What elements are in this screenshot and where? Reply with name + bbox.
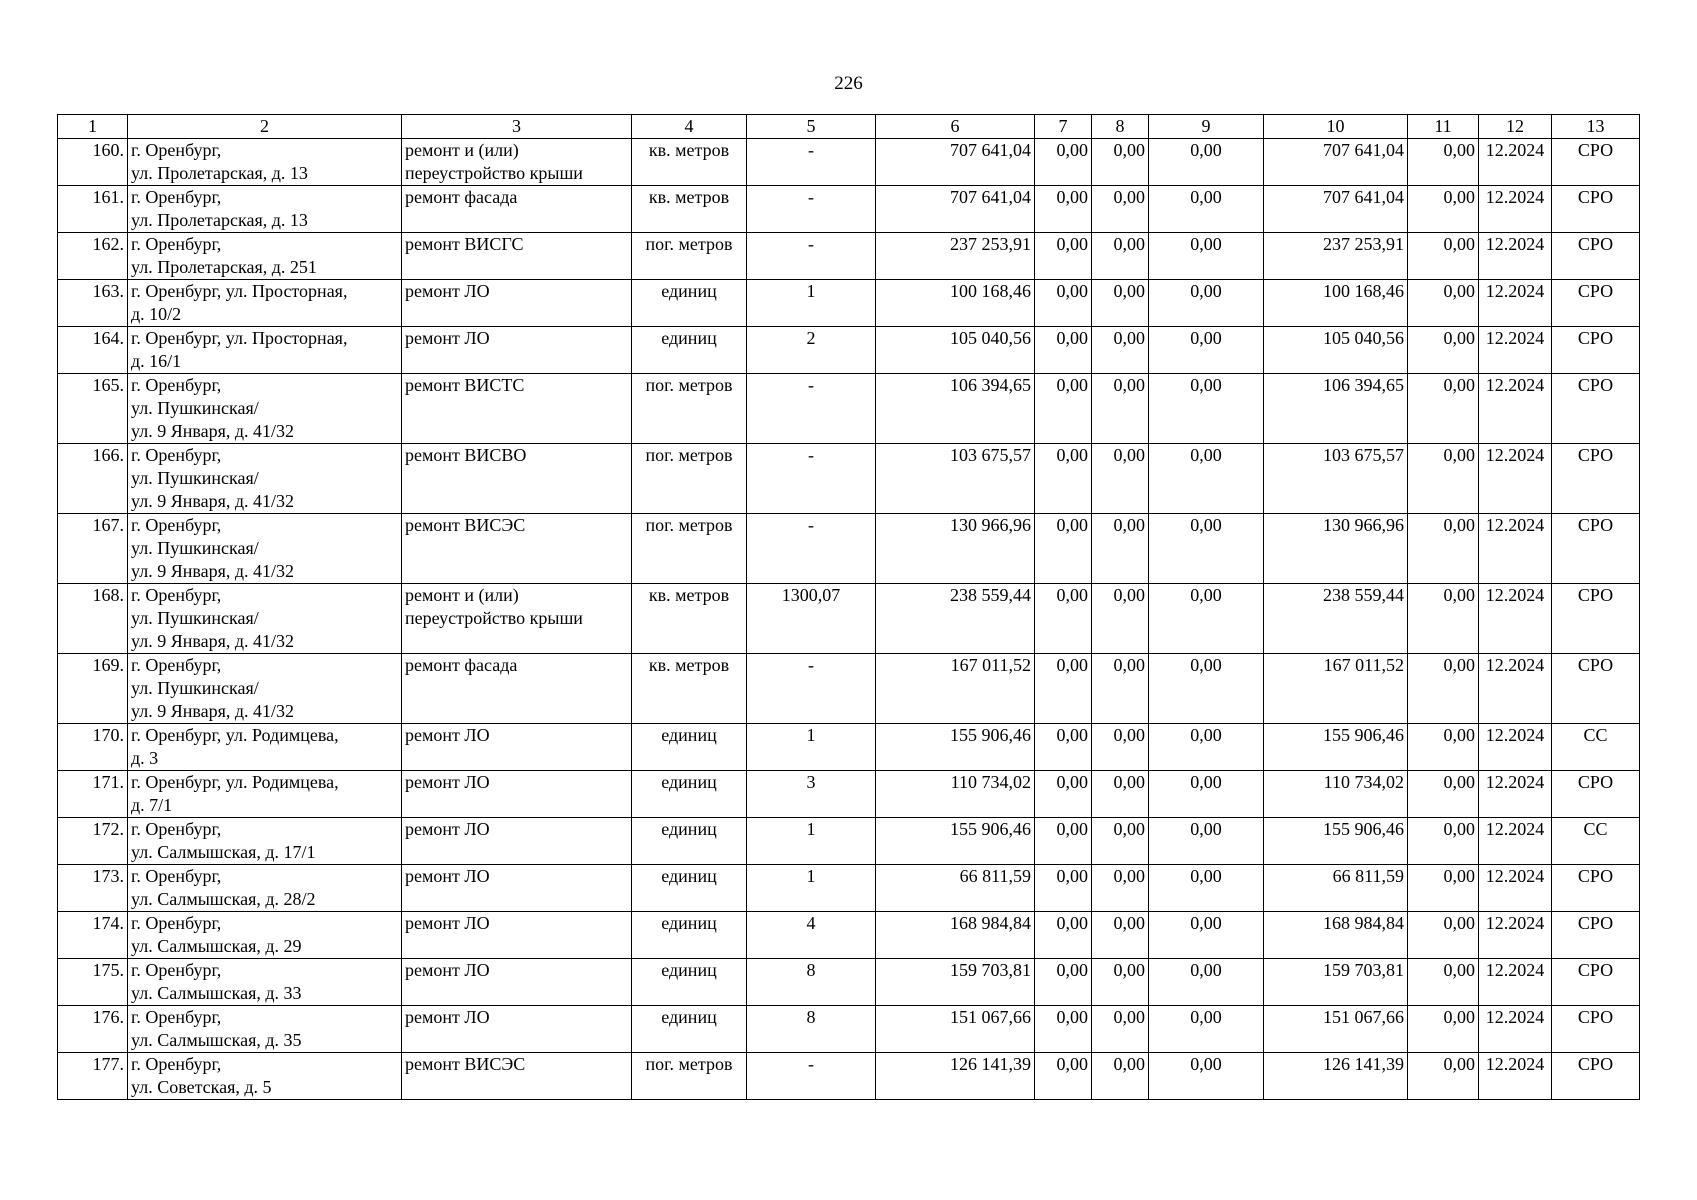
address-cell: г. Оренбург, ул. Пушкинская/ ул. 9 Января, д. 41/32 xyxy=(128,584,402,654)
total-cost-cell: 66 811,59 xyxy=(876,865,1035,912)
fund-source-11-cell: 0,00 xyxy=(1408,327,1479,374)
row-number-cell: 166. xyxy=(58,444,128,514)
fund-source-8-cell: 0,00 xyxy=(1092,514,1149,584)
total-cost-cell: 167 011,52 xyxy=(876,654,1035,724)
fund-source-9-cell: 0,00 xyxy=(1149,374,1264,444)
address-cell: г. Оренбург, ул. Салмышская, д. 29 xyxy=(128,912,402,959)
column-header: 9 xyxy=(1149,115,1264,139)
fund-source-9-cell: 0,00 xyxy=(1149,724,1264,771)
completion-date-cell: 12.2024 xyxy=(1479,139,1552,186)
fund-source-9-cell: 0,00 xyxy=(1149,1006,1264,1053)
fund-source-10-cell: 100 168,46 xyxy=(1264,280,1408,327)
fund-source-10-cell: 151 067,66 xyxy=(1264,1006,1408,1053)
quantity-cell: - xyxy=(747,186,876,233)
fund-source-7-cell: 0,00 xyxy=(1035,327,1092,374)
fund-source-7-cell: 0,00 xyxy=(1035,724,1092,771)
unit-cell: пог. метров xyxy=(632,1053,747,1100)
fund-source-7-cell: 0,00 xyxy=(1035,1053,1092,1100)
table-row xyxy=(58,818,1640,865)
table-row xyxy=(58,514,1640,584)
fund-source-8-cell: 0,00 xyxy=(1092,280,1149,327)
fund-source-8-cell: 0,00 xyxy=(1092,818,1149,865)
fund-source-9-cell: 0,00 xyxy=(1149,186,1264,233)
row-number-cell: 167. xyxy=(58,514,128,584)
unit-cell: пог. метров xyxy=(632,374,747,444)
fund-source-9-cell: 0,00 xyxy=(1149,865,1264,912)
total-cost-cell: 105 040,56 xyxy=(876,327,1035,374)
address-cell: г. Оренбург, ул. Салмышская, д. 28/2 xyxy=(128,865,402,912)
work-type-cell: ремонт ЛО xyxy=(402,818,632,865)
fund-method-cell: СРО xyxy=(1552,865,1640,912)
row-number-cell: 164. xyxy=(58,327,128,374)
fund-source-8-cell: 0,00 xyxy=(1092,1006,1149,1053)
fund-source-7-cell: 0,00 xyxy=(1035,374,1092,444)
work-type-cell: ремонт и (или) переустройство крыши xyxy=(402,139,632,186)
fund-source-9-cell: 0,00 xyxy=(1149,280,1264,327)
completion-date-cell: 12.2024 xyxy=(1479,233,1552,280)
fund-source-10-cell: 110 734,02 xyxy=(1264,771,1408,818)
fund-source-10-cell: 126 141,39 xyxy=(1264,1053,1408,1100)
fund-source-10-cell: 155 906,46 xyxy=(1264,818,1408,865)
total-cost-cell: 110 734,02 xyxy=(876,771,1035,818)
table-row xyxy=(58,139,1640,186)
completion-date-cell: 12.2024 xyxy=(1479,654,1552,724)
address-cell: г. Оренбург, ул. Пролетарская, д. 251 xyxy=(128,233,402,280)
completion-date-cell: 12.2024 xyxy=(1479,959,1552,1006)
address-cell: г. Оренбург, ул. Советская, д. 5 xyxy=(128,1053,402,1100)
completion-date-cell: 12.2024 xyxy=(1479,818,1552,865)
work-type-cell: ремонт ЛО xyxy=(402,959,632,1006)
fund-source-7-cell: 0,00 xyxy=(1035,818,1092,865)
fund-method-cell: СРО xyxy=(1552,233,1640,280)
fund-source-9-cell: 0,00 xyxy=(1149,139,1264,186)
fund-method-cell: СРО xyxy=(1552,139,1640,186)
work-type-cell: ремонт ВИСВО xyxy=(402,444,632,514)
unit-cell: единиц xyxy=(632,865,747,912)
fund-method-cell: СРО xyxy=(1552,514,1640,584)
column-header: 6 xyxy=(876,115,1035,139)
address-cell: г. Оренбург, ул. Салмышская, д. 33 xyxy=(128,959,402,1006)
total-cost-cell: 707 641,04 xyxy=(876,186,1035,233)
completion-date-cell: 12.2024 xyxy=(1479,771,1552,818)
fund-source-9-cell: 0,00 xyxy=(1149,233,1264,280)
fund-source-11-cell: 0,00 xyxy=(1408,186,1479,233)
fund-method-cell: СРО xyxy=(1552,186,1640,233)
quantity-cell: 2 xyxy=(747,327,876,374)
table-row xyxy=(58,865,1640,912)
total-cost-cell: 130 966,96 xyxy=(876,514,1035,584)
fund-method-cell: СС xyxy=(1552,724,1640,771)
fund-source-10-cell: 66 811,59 xyxy=(1264,865,1408,912)
row-number-cell: 161. xyxy=(58,186,128,233)
unit-cell: пог. метров xyxy=(632,233,747,280)
quantity-cell: - xyxy=(747,1053,876,1100)
fund-source-7-cell: 0,00 xyxy=(1035,865,1092,912)
address-cell: г. Оренбург, ул. Пролетарская, д. 13 xyxy=(128,139,402,186)
completion-date-cell: 12.2024 xyxy=(1479,865,1552,912)
quantity-cell: 1 xyxy=(747,280,876,327)
completion-date-cell: 12.2024 xyxy=(1479,186,1552,233)
quantity-cell: - xyxy=(747,374,876,444)
fund-source-7-cell: 0,00 xyxy=(1035,1006,1092,1053)
completion-date-cell: 12.2024 xyxy=(1479,584,1552,654)
fund-method-cell: СРО xyxy=(1552,912,1640,959)
table-row xyxy=(58,584,1640,654)
fund-source-10-cell: 167 011,52 xyxy=(1264,654,1408,724)
row-number-cell: 174. xyxy=(58,912,128,959)
column-header: 11 xyxy=(1408,115,1479,139)
row-number-cell: 172. xyxy=(58,818,128,865)
fund-source-8-cell: 0,00 xyxy=(1092,444,1149,514)
total-cost-cell: 100 168,46 xyxy=(876,280,1035,327)
fund-source-8-cell: 0,00 xyxy=(1092,865,1149,912)
repair-plan-table xyxy=(57,114,1640,1100)
quantity-cell: 3 xyxy=(747,771,876,818)
fund-source-8-cell: 0,00 xyxy=(1092,327,1149,374)
fund-source-11-cell: 0,00 xyxy=(1408,514,1479,584)
quantity-cell: - xyxy=(747,233,876,280)
column-header: 4 xyxy=(632,115,747,139)
fund-source-8-cell: 0,00 xyxy=(1092,959,1149,1006)
work-type-cell: ремонт фасада xyxy=(402,654,632,724)
completion-date-cell: 12.2024 xyxy=(1479,1053,1552,1100)
work-type-cell: ремонт ВИСЭС xyxy=(402,1053,632,1100)
column-header: 3 xyxy=(402,115,632,139)
fund-method-cell: СРО xyxy=(1552,654,1640,724)
table-row xyxy=(58,654,1640,724)
row-number-cell: 160. xyxy=(58,139,128,186)
fund-method-cell: СРО xyxy=(1552,1006,1640,1053)
fund-source-9-cell: 0,00 xyxy=(1149,818,1264,865)
address-cell: г. Оренбург, ул. Родимцева, д. 3 xyxy=(128,724,402,771)
row-number-cell: 176. xyxy=(58,1006,128,1053)
fund-source-10-cell: 237 253,91 xyxy=(1264,233,1408,280)
fund-source-9-cell: 0,00 xyxy=(1149,654,1264,724)
table-row xyxy=(58,724,1640,771)
fund-source-7-cell: 0,00 xyxy=(1035,959,1092,1006)
unit-cell: единиц xyxy=(632,280,747,327)
address-cell: г. Оренбург, ул. Пушкинская/ ул. 9 Января, д. 41/32 xyxy=(128,514,402,584)
table-row xyxy=(58,912,1640,959)
fund-source-10-cell: 168 984,84 xyxy=(1264,912,1408,959)
column-header: 2 xyxy=(128,115,402,139)
quantity-cell: - xyxy=(747,514,876,584)
fund-source-9-cell: 0,00 xyxy=(1149,327,1264,374)
fund-source-11-cell: 0,00 xyxy=(1408,771,1479,818)
total-cost-cell: 238 559,44 xyxy=(876,584,1035,654)
completion-date-cell: 12.2024 xyxy=(1479,724,1552,771)
unit-cell: единиц xyxy=(632,959,747,1006)
unit-cell: единиц xyxy=(632,818,747,865)
quantity-cell: 4 xyxy=(747,912,876,959)
column-header: 7 xyxy=(1035,115,1092,139)
row-number-cell: 168. xyxy=(58,584,128,654)
fund-source-11-cell: 0,00 xyxy=(1408,865,1479,912)
fund-source-9-cell: 0,00 xyxy=(1149,1053,1264,1100)
fund-source-8-cell: 0,00 xyxy=(1092,654,1149,724)
fund-source-8-cell: 0,00 xyxy=(1092,233,1149,280)
fund-source-7-cell: 0,00 xyxy=(1035,514,1092,584)
fund-source-8-cell: 0,00 xyxy=(1092,584,1149,654)
work-type-cell: ремонт ВИСЭС xyxy=(402,514,632,584)
address-cell: г. Оренбург, ул. Салмышская, д. 35 xyxy=(128,1006,402,1053)
fund-source-11-cell: 0,00 xyxy=(1408,1053,1479,1100)
unit-cell: кв. метров xyxy=(632,186,747,233)
fund-source-7-cell: 0,00 xyxy=(1035,654,1092,724)
work-type-cell: ремонт ЛО xyxy=(402,724,632,771)
fund-source-8-cell: 0,00 xyxy=(1092,374,1149,444)
fund-method-cell: СРО xyxy=(1552,584,1640,654)
unit-cell: пог. метров xyxy=(632,444,747,514)
fund-source-11-cell: 0,00 xyxy=(1408,280,1479,327)
fund-source-8-cell: 0,00 xyxy=(1092,771,1149,818)
total-cost-cell: 159 703,81 xyxy=(876,959,1035,1006)
column-header: 12 xyxy=(1479,115,1552,139)
fund-source-11-cell: 0,00 xyxy=(1408,444,1479,514)
table-body xyxy=(58,139,1640,1100)
table-row xyxy=(58,374,1640,444)
fund-source-11-cell: 0,00 xyxy=(1408,233,1479,280)
work-type-cell: ремонт ЛО xyxy=(402,865,632,912)
fund-source-7-cell: 0,00 xyxy=(1035,139,1092,186)
completion-date-cell: 12.2024 xyxy=(1479,514,1552,584)
page-number: 226 xyxy=(834,73,863,94)
address-cell: г. Оренбург, ул. Пушкинская/ ул. 9 Января, д. 41/32 xyxy=(128,374,402,444)
row-number-cell: 169. xyxy=(58,654,128,724)
quantity-cell: 8 xyxy=(747,959,876,1006)
total-cost-cell: 103 675,57 xyxy=(876,444,1035,514)
fund-method-cell: СРО xyxy=(1552,771,1640,818)
column-header: 10 xyxy=(1264,115,1408,139)
work-type-cell: ремонт ВИСГС xyxy=(402,233,632,280)
fund-source-10-cell: 155 906,46 xyxy=(1264,724,1408,771)
completion-date-cell: 12.2024 xyxy=(1479,280,1552,327)
table-row xyxy=(58,1053,1640,1100)
address-cell: г. Оренбург, ул. Пушкинская/ ул. 9 Января, д. 41/32 xyxy=(128,654,402,724)
column-header: 13 xyxy=(1552,115,1640,139)
column-header: 5 xyxy=(747,115,876,139)
fund-method-cell: СРО xyxy=(1552,280,1640,327)
work-type-cell: ремонт ЛО xyxy=(402,327,632,374)
fund-source-9-cell: 0,00 xyxy=(1149,514,1264,584)
fund-source-11-cell: 0,00 xyxy=(1408,959,1479,1006)
quantity-cell: 1 xyxy=(747,865,876,912)
table-row xyxy=(58,1006,1640,1053)
fund-source-10-cell: 105 040,56 xyxy=(1264,327,1408,374)
column-number-row xyxy=(58,115,1640,139)
fund-source-7-cell: 0,00 xyxy=(1035,233,1092,280)
fund-source-11-cell: 0,00 xyxy=(1408,912,1479,959)
fund-source-7-cell: 0,00 xyxy=(1035,444,1092,514)
table-row xyxy=(58,186,1640,233)
row-number-cell: 163. xyxy=(58,280,128,327)
total-cost-cell: 237 253,91 xyxy=(876,233,1035,280)
quantity-cell: - xyxy=(747,654,876,724)
fund-source-10-cell: 159 703,81 xyxy=(1264,959,1408,1006)
table-row xyxy=(58,233,1640,280)
completion-date-cell: 12.2024 xyxy=(1479,912,1552,959)
fund-source-11-cell: 0,00 xyxy=(1408,818,1479,865)
unit-cell: единиц xyxy=(632,771,747,818)
address-cell: г. Оренбург, ул. Просторная, д. 10/2 xyxy=(128,280,402,327)
fund-method-cell: СРО xyxy=(1552,959,1640,1006)
fund-source-9-cell: 0,00 xyxy=(1149,584,1264,654)
total-cost-cell: 151 067,66 xyxy=(876,1006,1035,1053)
table-row xyxy=(58,280,1640,327)
row-number-cell: 170. xyxy=(58,724,128,771)
total-cost-cell: 707 641,04 xyxy=(876,139,1035,186)
fund-source-7-cell: 0,00 xyxy=(1035,771,1092,818)
address-cell: г. Оренбург, ул. Пушкинская/ ул. 9 Января, д. 41/32 xyxy=(128,444,402,514)
fund-source-11-cell: 0,00 xyxy=(1408,139,1479,186)
fund-method-cell: СРО xyxy=(1552,374,1640,444)
unit-cell: пог. метров xyxy=(632,514,747,584)
fund-method-cell: СС xyxy=(1552,818,1640,865)
unit-cell: кв. метров xyxy=(632,654,747,724)
fund-source-9-cell: 0,00 xyxy=(1149,771,1264,818)
fund-method-cell: СРО xyxy=(1552,327,1640,374)
address-cell: г. Оренбург, ул. Салмышская, д. 17/1 xyxy=(128,818,402,865)
unit-cell: единиц xyxy=(632,912,747,959)
fund-source-7-cell: 0,00 xyxy=(1035,280,1092,327)
quantity-cell: 1300,07 xyxy=(747,584,876,654)
fund-source-8-cell: 0,00 xyxy=(1092,139,1149,186)
fund-source-10-cell: 707 641,04 xyxy=(1264,186,1408,233)
fund-source-11-cell: 0,00 xyxy=(1408,1006,1479,1053)
fund-source-8-cell: 0,00 xyxy=(1092,912,1149,959)
fund-source-8-cell: 0,00 xyxy=(1092,1053,1149,1100)
fund-source-9-cell: 0,00 xyxy=(1149,912,1264,959)
unit-cell: единиц xyxy=(632,1006,747,1053)
quantity-cell: 1 xyxy=(747,818,876,865)
fund-source-7-cell: 0,00 xyxy=(1035,186,1092,233)
total-cost-cell: 155 906,46 xyxy=(876,724,1035,771)
total-cost-cell: 168 984,84 xyxy=(876,912,1035,959)
table-row xyxy=(58,444,1640,514)
quantity-cell: 8 xyxy=(747,1006,876,1053)
completion-date-cell: 12.2024 xyxy=(1479,374,1552,444)
fund-source-9-cell: 0,00 xyxy=(1149,959,1264,1006)
quantity-cell: - xyxy=(747,139,876,186)
row-number-cell: 171. xyxy=(58,771,128,818)
unit-cell: кв. метров xyxy=(632,139,747,186)
row-number-cell: 162. xyxy=(58,233,128,280)
address-cell: г. Оренбург, ул. Просторная, д. 16/1 xyxy=(128,327,402,374)
work-type-cell: ремонт ЛО xyxy=(402,1006,632,1053)
row-number-cell: 173. xyxy=(58,865,128,912)
work-type-cell: ремонт и (или) переустройство крыши xyxy=(402,584,632,654)
fund-source-10-cell: 103 675,57 xyxy=(1264,444,1408,514)
fund-source-10-cell: 238 559,44 xyxy=(1264,584,1408,654)
row-number-cell: 177. xyxy=(58,1053,128,1100)
address-cell: г. Оренбург, ул. Пролетарская, д. 13 xyxy=(128,186,402,233)
column-header: 1 xyxy=(58,115,128,139)
completion-date-cell: 12.2024 xyxy=(1479,1006,1552,1053)
fund-source-10-cell: 707 641,04 xyxy=(1264,139,1408,186)
total-cost-cell: 106 394,65 xyxy=(876,374,1035,444)
fund-source-7-cell: 0,00 xyxy=(1035,912,1092,959)
work-type-cell: ремонт ЛО xyxy=(402,912,632,959)
fund-source-11-cell: 0,00 xyxy=(1408,374,1479,444)
completion-date-cell: 12.2024 xyxy=(1479,327,1552,374)
fund-source-9-cell: 0,00 xyxy=(1149,444,1264,514)
fund-source-11-cell: 0,00 xyxy=(1408,584,1479,654)
fund-source-7-cell: 0,00 xyxy=(1035,584,1092,654)
quantity-cell: - xyxy=(747,444,876,514)
total-cost-cell: 126 141,39 xyxy=(876,1053,1035,1100)
row-number-cell: 175. xyxy=(58,959,128,1006)
fund-source-11-cell: 0,00 xyxy=(1408,654,1479,724)
fund-source-10-cell: 130 966,96 xyxy=(1264,514,1408,584)
fund-source-11-cell: 0,00 xyxy=(1408,724,1479,771)
fund-source-8-cell: 0,00 xyxy=(1092,724,1149,771)
row-number-cell: 165. xyxy=(58,374,128,444)
address-cell: г. Оренбург, ул. Родимцева, д. 7/1 xyxy=(128,771,402,818)
unit-cell: единиц xyxy=(632,724,747,771)
fund-method-cell: СРО xyxy=(1552,1053,1640,1100)
table-row xyxy=(58,959,1640,1006)
work-type-cell: ремонт ВИСТС xyxy=(402,374,632,444)
table-row xyxy=(58,327,1640,374)
quantity-cell: 1 xyxy=(747,724,876,771)
fund-source-8-cell: 0,00 xyxy=(1092,186,1149,233)
column-header: 8 xyxy=(1092,115,1149,139)
total-cost-cell: 155 906,46 xyxy=(876,818,1035,865)
fund-source-10-cell: 106 394,65 xyxy=(1264,374,1408,444)
completion-date-cell: 12.2024 xyxy=(1479,444,1552,514)
unit-cell: единиц xyxy=(632,327,747,374)
work-type-cell: ремонт фасада xyxy=(402,186,632,233)
fund-method-cell: СРО xyxy=(1552,444,1640,514)
work-type-cell: ремонт ЛО xyxy=(402,280,632,327)
work-type-cell: ремонт ЛО xyxy=(402,771,632,818)
unit-cell: кв. метров xyxy=(632,584,747,654)
table-row xyxy=(58,771,1640,818)
